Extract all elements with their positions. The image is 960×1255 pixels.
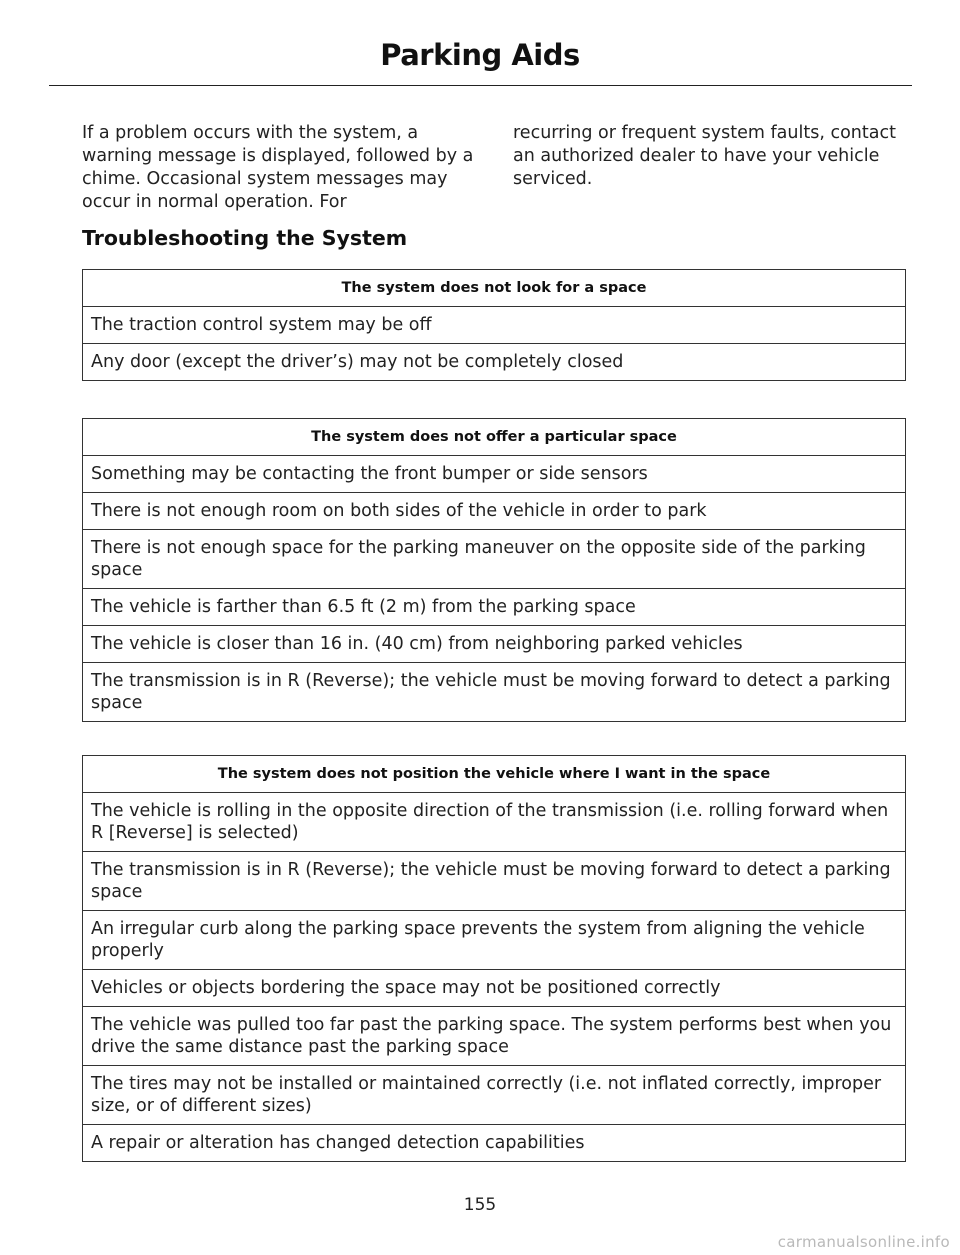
table-row: Any door (except the driver’s) may not be completely closed — [83, 344, 906, 381]
table-row: The vehicle was pulled too far past the parking space. The system performs best when you drive the same distance past the parking space — [83, 1007, 906, 1066]
table-heading: The system does not offer a particular space — [83, 419, 906, 456]
table-row: The transmission is in R (Reverse); the vehicle must be moving forward to detect a parking space — [83, 852, 906, 911]
table-row: The vehicle is closer than 16 in. (40 cm) from neighboring parked vehicles — [83, 626, 906, 663]
page-number: 155 — [463, 1195, 497, 1215]
table-row: An irregular curb along the parking space prevents the system from aligning the vehicle properly — [83, 911, 906, 970]
table-row: A repair or alteration has changed detection capabilities — [83, 1125, 906, 1162]
table-heading: The system does not look for a space — [83, 270, 906, 307]
troubleshoot-table-no-offer — [82, 418, 906, 722]
table-heading: The system does not position the vehicle where I want in the space — [83, 756, 906, 793]
table-row: Something may be contacting the front bumper or side sensors — [83, 456, 906, 493]
table-row: There is not enough space for the parking maneuver on the opposite side of the parking space — [83, 530, 906, 589]
table-row: There is not enough room on both sides of the vehicle in order to park — [83, 493, 906, 530]
intro-text — [82, 122, 906, 214]
troubleshoot-table-no-search — [82, 269, 906, 381]
table-row: The tires may not be installed or maintained correctly (i.e. not inflated correctly, improper size, or of different sizes) — [83, 1066, 906, 1125]
table-row: The vehicle is farther than 6.5 ft (2 m) from the parking space — [83, 589, 906, 626]
table-row: The vehicle is rolling in the opposite direction of the transmission (i.e. rolling forward when R [Reverse] is selected) — [83, 793, 906, 852]
watermark: carmanualsonline.info — [777, 1233, 950, 1251]
troubleshoot-table-positioning — [82, 755, 906, 1162]
section-heading: Troubleshooting the System — [82, 226, 408, 250]
page-header-title: Parking Aids — [380, 38, 580, 72]
intro-left-column: If a problem occurs with the system, a warning message is displayed, followed by a chime. Occasional system messages may occur in normal operation. For — [82, 123, 474, 212]
header-divider — [49, 85, 912, 86]
table-row: Vehicles or objects bordering the space may not be positioned correctly — [83, 970, 906, 1007]
intro-right-column: recurring or frequent system faults, contact an authorized dealer to have your vehicle serviced. — [513, 123, 896, 189]
table-row: The traction control system may be off — [83, 307, 906, 344]
table-row: The transmission is in R (Reverse); the vehicle must be moving forward to detect a parking space — [83, 663, 906, 722]
